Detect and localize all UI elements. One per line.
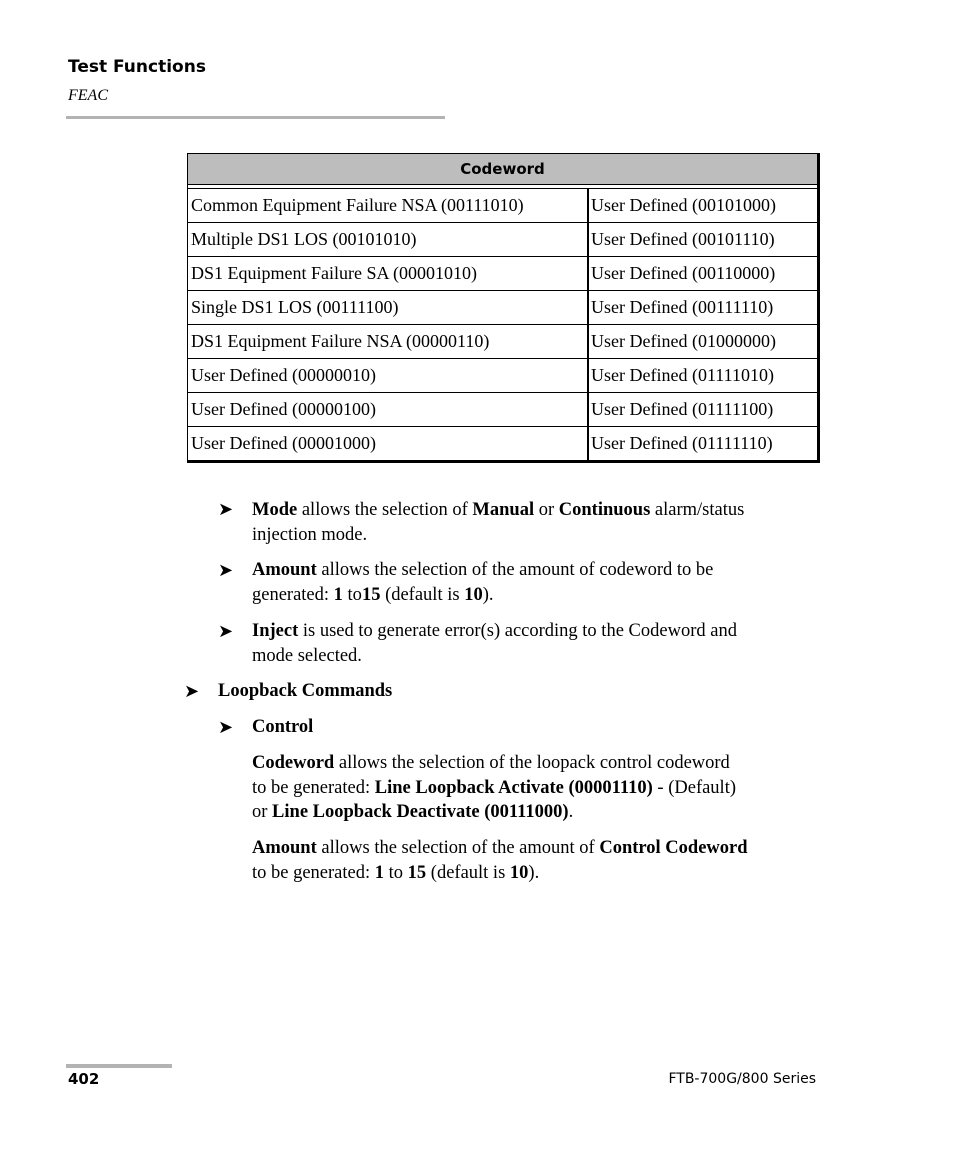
control-heading: Control xyxy=(252,717,314,737)
page-section-title: Test Functions xyxy=(68,57,206,77)
inject-paragraph: Inject is used to generate error(s) according to the Codeword and mode selected. xyxy=(252,621,737,666)
table-cell: User Defined (00101000) xyxy=(588,188,817,222)
table-row xyxy=(187,222,817,256)
table-cell: User Defined (00111110) xyxy=(588,290,817,324)
header-divider xyxy=(66,116,445,119)
inject-bullet-icon: ➤ xyxy=(218,621,234,642)
loopback-bullet-icon: ➤ xyxy=(184,681,200,702)
mode-term: Mode xyxy=(252,500,298,520)
amount-bullet-icon: ➤ xyxy=(218,560,234,581)
manual-term: Manual xyxy=(472,500,535,520)
table-cell: User Defined (00110000) xyxy=(588,256,817,290)
table-cell: User Defined (01111100) xyxy=(588,392,817,426)
continuous-term: Continuous xyxy=(558,500,651,520)
amount-paragraph: Amount allows the selection of the amount of codeword to be generated: 1 to15 (default is 10). xyxy=(252,560,714,605)
table-cell: User Defined (00101110) xyxy=(588,222,817,256)
product-series-label: FTB-700G/800 Series xyxy=(668,1071,816,1087)
table-row xyxy=(187,256,817,290)
codeword-table xyxy=(187,153,820,463)
mode-bullet-icon: ➤ xyxy=(218,499,234,520)
footer-divider xyxy=(66,1064,172,1068)
page-subsection-title: FEAC xyxy=(68,87,108,104)
table-row xyxy=(187,358,817,392)
table-cell: User Defined (01000000) xyxy=(588,324,817,358)
control-amount-paragraph: Amount allows the selection of the amount of Control Codeword to be generated: 1 to 15 (default is 10). xyxy=(252,838,748,883)
table-row xyxy=(187,324,817,358)
table-cell: User Defined (00001000) xyxy=(187,426,588,460)
table-cell: DS1 Equipment Failure NSA (00000110) xyxy=(187,324,588,358)
table-cell: DS1 Equipment Failure SA (00001010) xyxy=(187,256,588,290)
page-number: 402 xyxy=(68,1070,100,1088)
control-bullet-icon: ➤ xyxy=(218,717,234,738)
table-cell: Single DS1 LOS (00111100) xyxy=(187,290,588,324)
table-cell: Common Equipment Failure NSA (00111010) xyxy=(187,188,588,222)
table-cell: User Defined (00000100) xyxy=(187,392,588,426)
mode-paragraph: Mode allows the selection of Manual or Continuous alarm/status injection mode. xyxy=(252,500,745,545)
table-row xyxy=(187,426,817,460)
table-cell: User Defined (01111010) xyxy=(588,358,817,392)
table-row xyxy=(187,392,817,426)
table-cell: User Defined (00000010) xyxy=(187,358,588,392)
table-row xyxy=(187,188,817,222)
table-cell: User Defined (01111110) xyxy=(588,426,817,460)
control-codeword-paragraph: Codeword allows the selection of the loopack control codeword to be generated: Line Loopback Activate (00001110) - (Default) or Line Loopback Deactivate (00111000). xyxy=(252,753,737,822)
amount-term: Amount xyxy=(252,560,317,580)
table-row xyxy=(187,290,817,324)
loopback-commands-heading: Loopback Commands xyxy=(218,681,393,701)
inject-term: Inject xyxy=(252,621,299,641)
codeword-table-header: Codeword xyxy=(187,153,817,184)
table-cell: Multiple DS1 LOS (00101010) xyxy=(187,222,588,256)
